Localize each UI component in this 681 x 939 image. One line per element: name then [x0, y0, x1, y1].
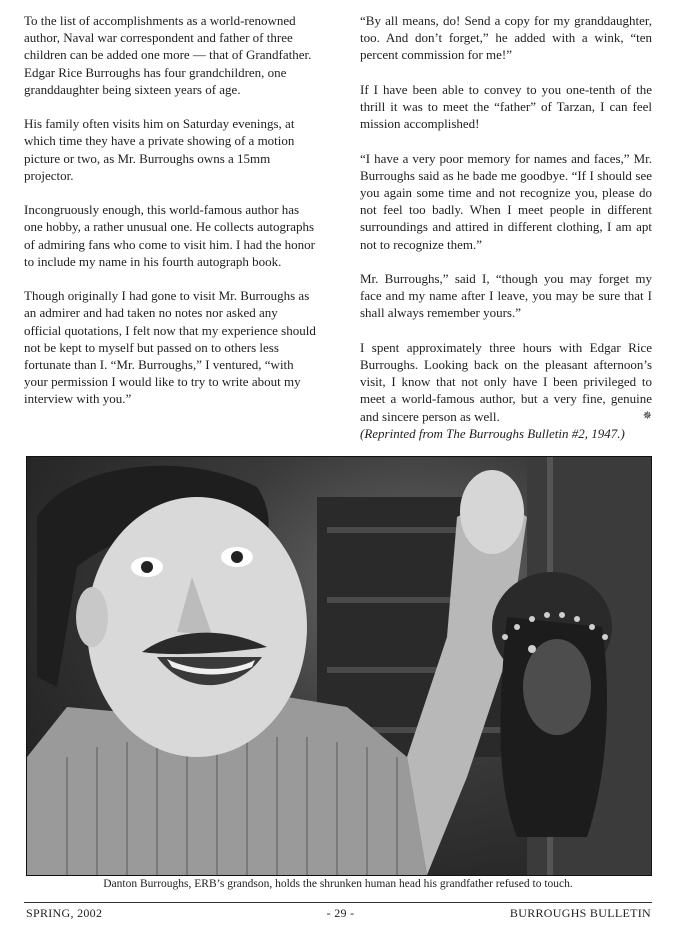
paragraph: “By all means, do! Send a copy for my granddaughter, too. And don’t forget,” he added with a wink, “ten percent commission for me!” [360, 13, 652, 63]
footer-page-number: - 29 - [326, 906, 355, 920]
right-text-column [360, 12, 652, 442]
photo-caption: Danton Burroughs, ERB’s grandson, holds the shrunken human head his grandfather refused to touch. [103, 878, 573, 890]
footer-divider [24, 902, 652, 903]
end-of-article-icon: ✵ [642, 409, 652, 422]
paragraph: Though originally I had gone to visit Mr. Burroughs as an admirer and had taken no notes nor asked any official quotations, I felt now that my experience should not be kept to myself but passed on to others less fortunate than I. “Mr. Burroughs,” I ventured, “with your permission I would like to try to write about my interview with you.” [24, 288, 316, 407]
footer-publication: BURROUGHS BULLETIN [509, 906, 651, 920]
closing-paragraph-text: I spent approximately three hours with Edgar Rice Burroughs. Looking back on the pleasant afternoon’s visit, I know that not only have I been privileged to meet a world-famous author, but a very fine, genuine and sincere person as well. [360, 339, 652, 424]
paragraph: Incongruously enough, this world-famous author has one hobby, a rather unusual one. He collects autographs of admiring fans who come to visit him. I had the honor to include my name in his fourth autograph book. [24, 202, 316, 269]
paragraph: “I have a very poor memory for names and faces,” Mr. Burroughs said as he bade me goodbye. “If I should see you again some time and not recognize you, please do not feel too badly. When I meet people in different surroundings and attired in different clothing, I am apt not to recognize them.” [360, 150, 652, 252]
paragraph: If I have been able to convey to you one-tenth of the thrill it was to meet the “father” of Tarzan, I can feel mission accomplished! [360, 81, 652, 132]
paragraph: To the list of accomplishments as a world-renowned author, Naval war correspondent and father of three children can be added one more — that of Grandfather. Edgar Rice Burroughs has four grandchildren, one granddaughter being sixteen years of age. [24, 13, 312, 97]
closing-paragraph [360, 339, 652, 425]
footer-issue: SPRING, 2002 [26, 906, 103, 920]
left-text-column [24, 12, 316, 408]
photograph [26, 456, 652, 876]
photograph-illustration [27, 457, 651, 875]
paragraph: His family often visits him on Saturday evenings, at which time they have a private showing of a motion picture or two, as Mr. Burroughs owns a 15mm projector. [24, 116, 295, 183]
paragraph: Mr. Burroughs,” said I, “though you may forget my face and my name after I leave, you may be sure that I shall always remember yours.” [360, 271, 652, 321]
reprint-note: (Reprinted from The Burroughs Bulletin #2, 1947.) [360, 425, 625, 441]
